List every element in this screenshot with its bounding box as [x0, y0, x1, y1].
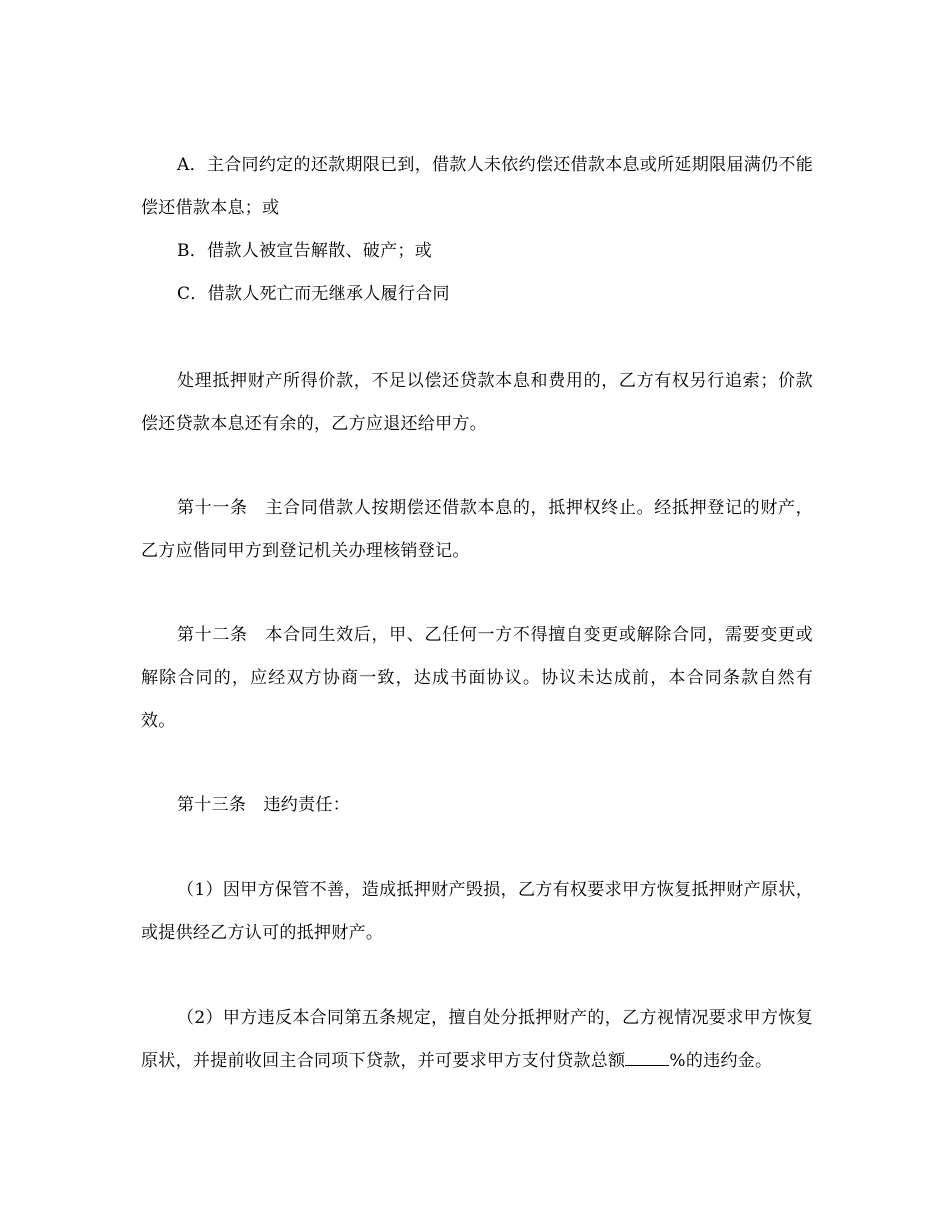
liability-item-1: （1）因甲方保管不善，造成抵押财产毁损，乙方有权要求甲方恢复抵押财产原状，或提供经乙方认可的抵押财产。	[141, 880, 813, 943]
liability-item-2-suffix: %的违约金。	[669, 1051, 773, 1071]
article-11: 第十一条 主合同借款人按期偿还借款本息的，抵押权终止。经抵押登记的财产，乙方应偕同甲方到登记机关办理核销登记。	[141, 498, 813, 561]
article-13-heading: 第十三条 违约责任：	[177, 795, 350, 815]
article-12: 第十二条 本合同生效后，甲、乙任何一方不得擅自变更或解除合同，需要变更或解除合同的，应经双方协商一致，达成书面协议。协议未达成前，本合同条款自然有效。	[141, 625, 813, 731]
penalty-rate-blank	[625, 1048, 669, 1066]
clause-a: A．主合同约定的还款期限已到，借款人未依约偿还借款本息或所延期限届满仍不能偿还借款本息；或	[141, 155, 813, 218]
clause-b: B．借款人被宣告解散、破产；或	[177, 241, 432, 261]
liability-item-2	[141, 997, 813, 1083]
clause-c: C．借款人死亡而无继承人履行合同	[177, 284, 450, 304]
liability-item-2-text: （2）甲方违反本合同第五条规定，擅自处分抵押财产的，乙方视情况要求甲方恢复原状，并提前收回主合同项下贷款，并可要求甲方支付贷款总额	[141, 1008, 813, 1071]
disposal-paragraph: 处理抵押财产所得价款，不足以偿还贷款本息和费用的，乙方有权另行追索；价款偿还贷款本息还有余的，乙方应退还给甲方。	[141, 371, 813, 434]
